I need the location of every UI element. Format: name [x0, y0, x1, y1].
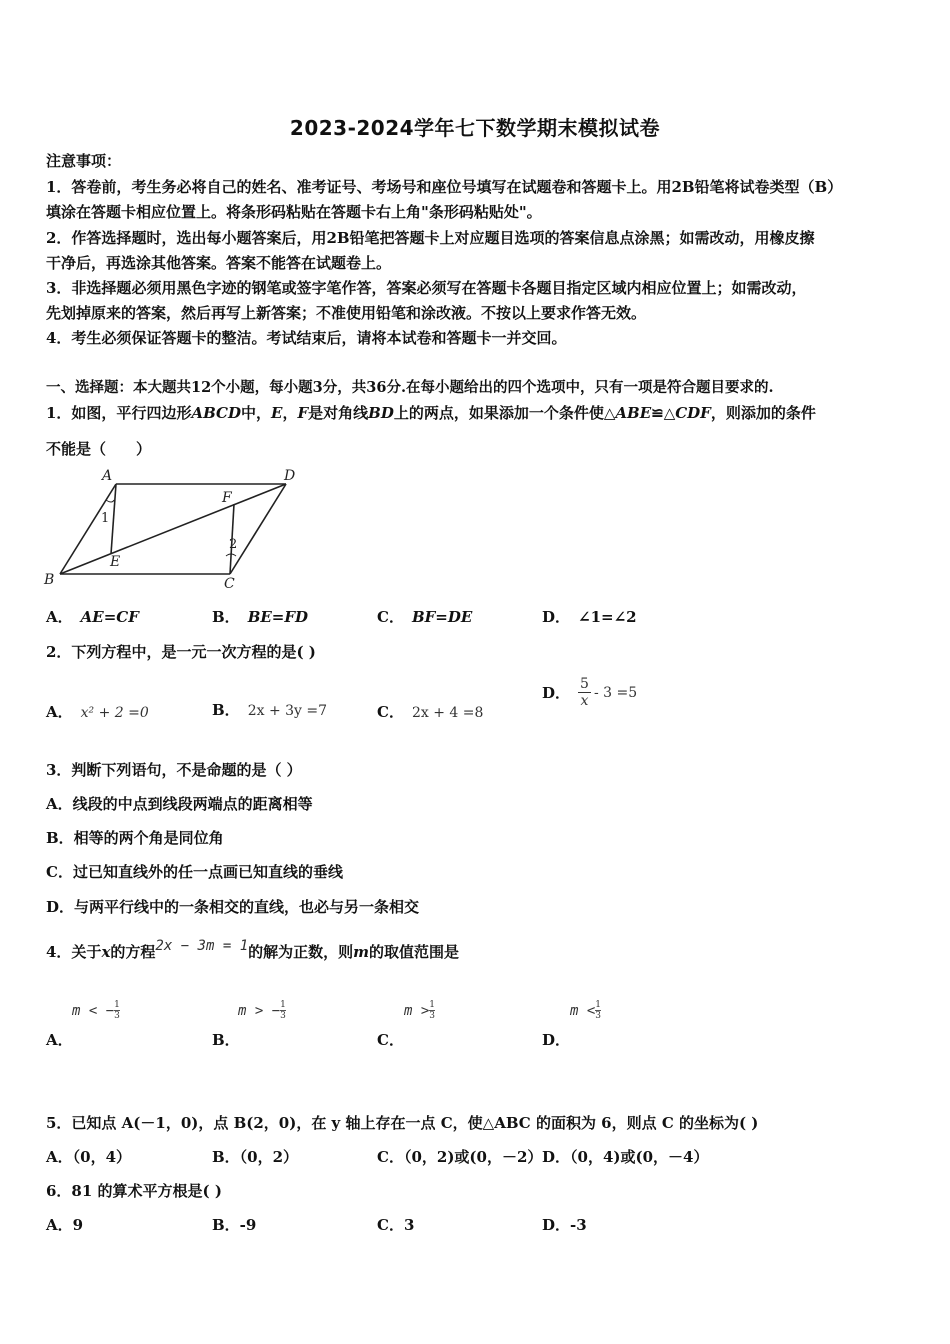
q1-option-b[interactable]	[212, 607, 308, 627]
q4-x: x	[101, 943, 111, 961]
q3-option-c[interactable]: C．过已知直线外的任一点画已知直线的垂线	[46, 863, 343, 881]
q1-option-a[interactable]	[46, 607, 139, 627]
q4-stem	[46, 938, 460, 963]
notice-line: 干净后，再选涂其他答案。答案不能答在试题卷上。	[46, 254, 392, 272]
relation-text: m <	[570, 1003, 596, 1019]
notice-line: 2．作答选择题时，选出每小题答案后，用2B铅笔把答题卡上对应题目选项的答案信息点涂黑；如需改动，用橡皮擦	[46, 229, 815, 247]
option-label: B．	[212, 608, 240, 626]
q1-bd: BD	[368, 404, 394, 422]
label-f: F	[222, 490, 232, 506]
q1-text: 1．如图，平行四边形	[46, 404, 192, 422]
q3-option-d[interactable]: D．与两平行线中的一条相交的直线，也必与另一条相交	[46, 898, 420, 916]
q5-option-b[interactable]: B．（0，2）	[212, 1148, 299, 1166]
option-label: C．	[377, 703, 404, 721]
option-text: BE=FD	[247, 608, 309, 626]
fraction	[429, 1000, 435, 1021]
notice-line: 4．考生必须保证答题卡的整洁。考试结束后，请将本试卷和答题卡一并交回。	[46, 329, 567, 347]
q4-text: 的方程	[110, 943, 156, 961]
q6-option-d[interactable]: D．-3	[542, 1216, 587, 1234]
label-c: C	[224, 576, 235, 590]
option-label: C．	[377, 608, 404, 626]
q1-stem	[46, 403, 816, 423]
fraction	[280, 1000, 286, 1021]
option-text: 2x + 4 =8	[411, 705, 484, 721]
label-a: A	[102, 468, 113, 484]
q4-equation: 2x − 3m = 1	[155, 938, 249, 954]
q2-option-a[interactable]	[46, 702, 149, 723]
option-text: 2x + 3y =7	[247, 703, 328, 719]
q6-option-a[interactable]: A．9	[46, 1216, 84, 1234]
q6-option-b[interactable]: B．-9	[212, 1216, 257, 1234]
section-heading: 一、选择题：本大题共12个小题，每小题3分，共36分.在每小题给出的四个选项中，只有一项是符合题目要求的.	[46, 379, 774, 396]
option-label: A．	[46, 608, 73, 626]
fraction-numerator: 1	[595, 1000, 602, 1010]
q2-option-c[interactable]	[377, 702, 483, 723]
diagonal-bd	[60, 484, 286, 574]
q1-text: 中，	[241, 404, 272, 422]
q3-option-b[interactable]: B．相等的两个角是同位角	[46, 829, 224, 847]
q1-stem-2: 不能是（ ）	[46, 440, 152, 458]
label-e: E	[110, 554, 121, 570]
relation-text: m < −	[72, 1003, 115, 1019]
fraction	[578, 676, 591, 709]
q4-text: 的取值范围是	[369, 943, 460, 961]
notice-line: 1．答卷前，考生务必将自己的姓名、准考证号、考场号和座位号填写在试题卷和答题卡上。用2B铅笔将试卷类型（B）	[46, 178, 843, 196]
q2-option-d[interactable]	[542, 676, 637, 709]
q1-text: ≌△	[651, 404, 676, 422]
fraction-denominator: 3	[114, 1011, 120, 1021]
segment-ae	[111, 484, 116, 554]
q3-stem: 3．判断下列语句，不是命题的是（ ）	[46, 761, 302, 779]
notice-line: 先划掉原来的答案，然后再写上新答案；不准使用铅笔和涂改液。不按以上要求作答无效。	[46, 304, 647, 322]
relation-text: m > −	[238, 1003, 281, 1019]
q4-option-b-expr	[238, 1000, 286, 1021]
q1-option-d[interactable]	[542, 607, 637, 627]
parallelogram-figure	[38, 466, 308, 590]
label-angle-2: 2	[229, 537, 238, 552]
q6-stem: 6．81 的算术平方根是( )	[46, 1182, 222, 1200]
q4-option-a[interactable]: A．	[46, 1031, 73, 1049]
q1-text: 是对角线	[308, 404, 369, 422]
q4-text: 的解为正数，则	[248, 943, 354, 961]
side-dc	[230, 484, 286, 574]
q1-option-c[interactable]	[377, 607, 472, 627]
q4-option-a-expr	[72, 1000, 120, 1021]
fraction-denominator: 3	[595, 1011, 602, 1021]
fraction-numerator: 1	[280, 1000, 286, 1010]
q1-abe: ABE	[615, 404, 652, 422]
q4-option-c-expr	[404, 1000, 435, 1021]
fraction-denominator: 3	[429, 1011, 436, 1021]
fraction-numerator: 1	[114, 1000, 120, 1010]
q4-m: m	[353, 943, 370, 961]
q1-f: F	[297, 404, 309, 422]
page-title: 2023-2024学年七下数学期末模拟试卷	[289, 116, 661, 140]
q1-cdf: CDF	[675, 404, 711, 422]
option-label: D．	[542, 608, 571, 626]
q4-option-c[interactable]: C．	[377, 1031, 404, 1049]
option-text: x² + 2 =0	[80, 705, 149, 721]
fraction-numerator: 5	[580, 676, 589, 692]
label-d: D	[284, 468, 296, 484]
q2-stem: 2．下列方程中，是一元一次方程的是( )	[46, 643, 316, 661]
q4-text: 4．关于	[46, 943, 102, 961]
q3-option-a[interactable]: A．线段的中点到线段两端点的距离相等	[46, 795, 313, 813]
q2-option-b[interactable]	[212, 700, 327, 721]
q4-option-b[interactable]: B．	[212, 1031, 240, 1049]
label-angle-1: 1	[101, 511, 110, 526]
fraction-numerator: 1	[429, 1000, 436, 1010]
option-label: B．	[212, 701, 240, 719]
q1-text: ，	[282, 404, 298, 422]
relation-text: m >	[404, 1003, 430, 1019]
q5-option-d[interactable]: D．（0，4)或(0，－4）	[542, 1148, 709, 1166]
option-text: - 3 =5	[593, 684, 638, 701]
angle-1-arc	[106, 500, 114, 502]
notice-line: 3．非选择题必须用黑色字迹的钢笔或签字笔作答，答案必须写在答题卡各题目指定区域内相应位置上；如需改动，	[46, 279, 807, 297]
side-ab	[60, 484, 116, 574]
q1-text: 上的两点，如果添加一个条件使△	[393, 404, 616, 422]
q5-stem: 5．已知点 A(－1，0)，点 B(2，0)，在 y 轴上存在一点 C，使△ABC 的面积为 6，则点 C 的坐标为( )	[46, 1114, 759, 1132]
option-label: A．	[46, 703, 73, 721]
option-text: BF=DE	[411, 608, 473, 626]
q4-option-d[interactable]: D．	[542, 1031, 571, 1049]
q5-option-a[interactable]: A．（0，4）	[46, 1148, 132, 1166]
notice-line: 填涂在答题卡相应位置上。将条形码粘贴在答题卡右上角"条形码粘贴处"。	[46, 203, 542, 221]
label-b: B	[44, 572, 55, 588]
q1-e: E	[271, 404, 283, 422]
q5-option-c[interactable]: C．（0，2)或(0，－2）	[377, 1148, 543, 1166]
q1-abcd: ABCD	[191, 404, 241, 422]
fraction	[114, 1000, 120, 1021]
option-text: AE=CF	[80, 608, 139, 626]
fraction	[595, 1000, 601, 1021]
option-text: ∠1=∠2	[578, 608, 637, 626]
option-label: D．	[542, 683, 571, 702]
q4-option-d-expr	[570, 1000, 601, 1021]
fraction-denominator: 3	[280, 1011, 286, 1021]
q6-option-c[interactable]: C．3	[377, 1216, 415, 1234]
fraction-denominator: x	[580, 693, 589, 709]
notice-heading: 注意事项：	[46, 152, 122, 170]
q1-text: ，则添加的条件	[710, 404, 816, 422]
